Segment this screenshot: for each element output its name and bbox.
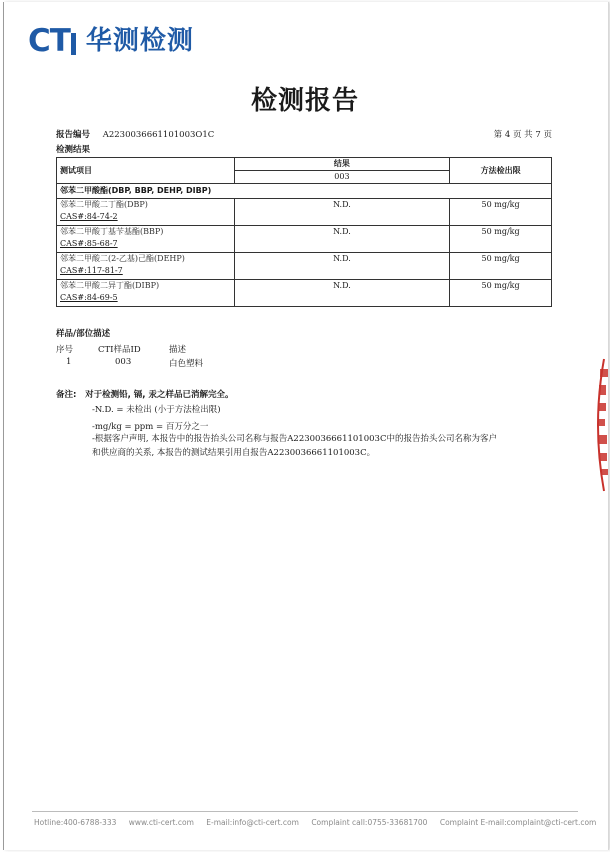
sample-desc: 白色塑料: [169, 359, 204, 369]
col-header-item: 测试项目: [57, 158, 235, 184]
sample-section-label: 样品/部位描述: [56, 329, 111, 339]
company-seal-stamp: [590, 355, 610, 495]
item-name: 邻苯二甲酸二(2-乙基)己酯(DEHP): [60, 254, 185, 263]
item-name: 邻苯二甲酸丁基苄基酯(BBP): [60, 227, 164, 236]
logo-bar-glyph: [71, 33, 76, 55]
footer-email: E-mail:info@cti-cert.com: [206, 818, 299, 827]
footer-hotline: Hotline:400-6788-333: [34, 818, 117, 827]
sample-id: 003: [115, 357, 132, 367]
result-value: N.D.: [234, 226, 450, 253]
group-label: 邻苯二甲酸酯(DBP, BBP, DEHP, DIBP): [57, 184, 552, 199]
sample-col-desc: 描述: [169, 345, 187, 355]
cas-number: CAS#:117-81-7: [60, 266, 123, 275]
result-value: N.D.: [234, 280, 450, 307]
footer-complaint-call: Complaint call:0755-33681700: [311, 818, 428, 827]
table-row: [57, 226, 552, 253]
sample-no: 1: [66, 357, 72, 367]
cas-number: CAS#:85-68-7: [60, 239, 118, 248]
col-header-limit: 方法检出限: [450, 158, 552, 184]
sample-col-no: 序号: [56, 345, 74, 355]
note-claim-1: -根据客户声明, 本报告中的报告抬头公司名称与报告A2230036661101003C中的报告抬头公司名称为客户: [92, 434, 497, 444]
page-indicator: 第 4 页 共 7 页: [493, 130, 552, 140]
item-name: 邻苯二甲酸二异丁酯(DIBP): [60, 281, 160, 290]
sample-col-id: CTI样品ID: [98, 345, 141, 355]
item-cell: [57, 199, 235, 226]
limit-value: 50 mg/kg: [450, 226, 552, 253]
item-cell: [57, 226, 235, 253]
col-header-result: 结果: [234, 158, 450, 171]
report-title: 检测报告: [250, 86, 359, 116]
table-row: [57, 199, 552, 226]
table-group-row: [57, 184, 552, 199]
table-header-row: [57, 158, 552, 171]
report-number-label: 报告编号: [56, 130, 91, 140]
cas-number: CAS#:84-69-5: [60, 293, 118, 302]
report-number-line: [56, 128, 552, 140]
result-value: N.D.: [234, 253, 450, 280]
item-cell: [57, 253, 235, 280]
note-nd: -N.D. = 未检出 (小于方法检出限): [92, 405, 221, 415]
limit-value: 50 mg/kg: [450, 280, 552, 307]
result-value: N.D.: [234, 199, 450, 226]
notes-section: [56, 388, 566, 458]
item-name: 邻苯二甲酸二丁酯(DBP): [60, 200, 148, 209]
footer: [34, 818, 597, 827]
results-table: [56, 157, 552, 307]
footer-divider: [32, 811, 578, 812]
report-number: A2230036661101003O1C: [102, 130, 215, 140]
col-header-sample-id: 003: [234, 171, 450, 184]
footer-complaint-email: Complaint E-mail:complaint@cti-cert.com: [439, 818, 597, 827]
logo-text-en: CT: [28, 23, 70, 59]
item-cell: [57, 280, 235, 307]
cas-number: CAS#:84-74-2: [60, 212, 118, 221]
note-claim-2: 和供应商的关系, 本报告的测试结果引用自报告A2230036661101003C。: [92, 448, 376, 458]
results-section-label: 检测结果: [56, 145, 91, 155]
notes-first: 对于检测铅, 镉, 汞之样品已消解完全。: [85, 390, 234, 400]
table-row: [57, 253, 552, 280]
company-logo: [28, 24, 194, 58]
limit-value: 50 mg/kg: [450, 199, 552, 226]
note-ppm: -mg/kg = ppm = 百万分之一: [92, 422, 209, 432]
notes-head: 备注:: [56, 390, 77, 400]
footer-website: www.cti-cert.com: [128, 818, 194, 827]
table-row: [57, 280, 552, 307]
logo-text-cn: 华测检测: [85, 26, 194, 56]
limit-value: 50 mg/kg: [450, 253, 552, 280]
